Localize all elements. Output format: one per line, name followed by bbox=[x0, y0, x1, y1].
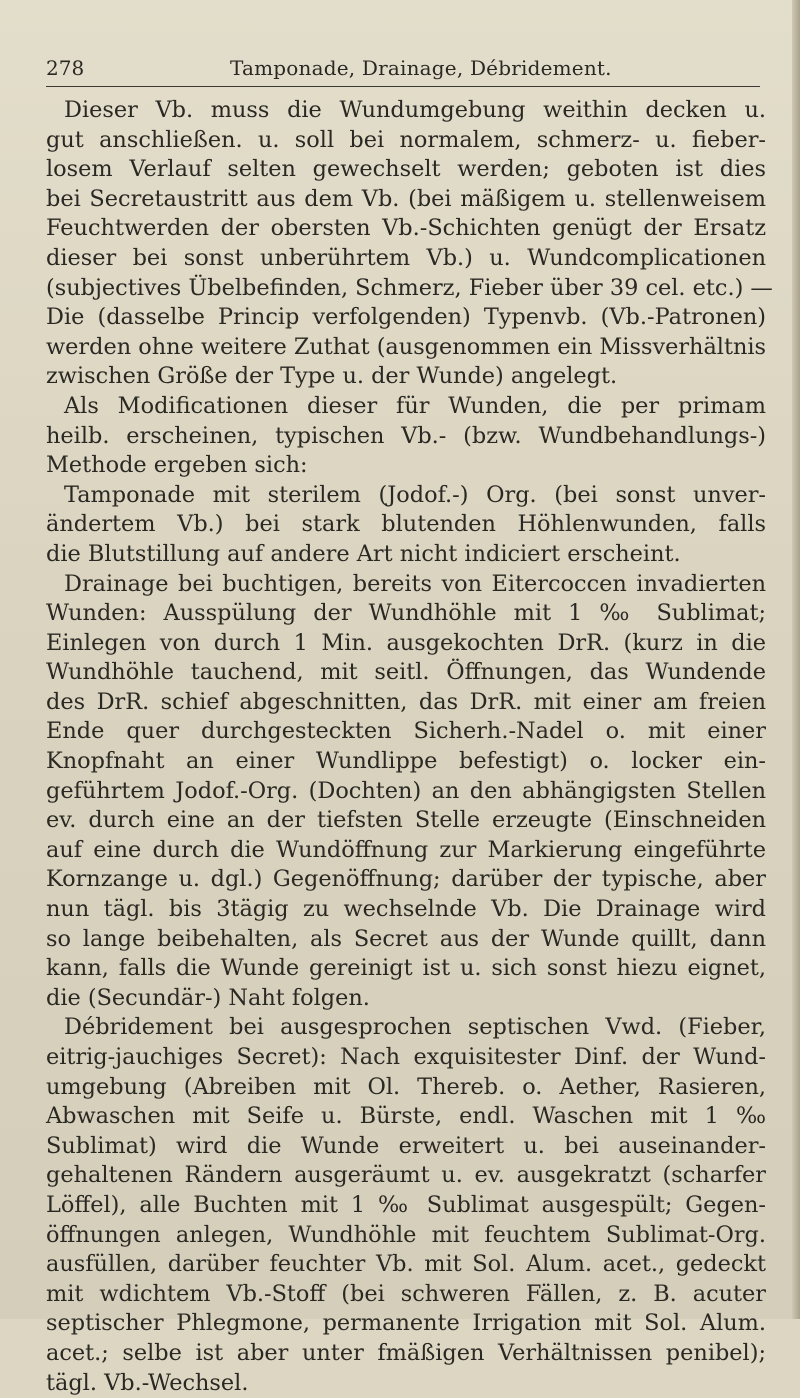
text-line: heilb. erscheinen, typischen Vb.- (bzw. Wundbehandlungs-) bbox=[46, 422, 766, 449]
text-line: Ende quer durchgesteckten Sicherh.-Nadel o. mit einer bbox=[46, 718, 766, 745]
text-line: gehaltenen Rändern ausgeräumt u. ev. ausgekratzt (scharfer bbox=[46, 1162, 766, 1189]
text-line: tägl. Vb.-Wechsel. bbox=[46, 1369, 249, 1396]
text-line: septischer Phlegmone, permanente Irrigation mit Sol. Alum. bbox=[46, 1310, 766, 1337]
text-line: Knopfnaht an einer Wundlippe befestigt) o. locker ein- bbox=[46, 748, 766, 775]
paragraph bbox=[46, 392, 766, 481]
text-line: dieser bei sonst unberührtem Vb.) u. Wundcomplicationen bbox=[46, 244, 766, 271]
running-title: Tamponade, Drainage, Débridement. bbox=[230, 56, 612, 80]
text-line: geführtem Jodof.-Org. (Dochten) an den abhängigsten Stellen bbox=[46, 777, 766, 804]
text-line: die Blutstillung auf andere Art nicht indiciert erscheint. bbox=[46, 540, 681, 567]
paragraph bbox=[46, 570, 766, 1014]
paragraph bbox=[46, 96, 773, 392]
text-line: gut anschließen. u. soll bei normalem, schmerz- u. fieber- bbox=[46, 126, 766, 153]
text-line: ändertem Vb.) bei stark blutenden Höhlenwunden, falls bbox=[46, 511, 766, 538]
text-line: Dieser Vb. muss die Wundumgebung weithin decken u. bbox=[64, 97, 766, 123]
text-line: eitrig-jauchiges Secret): Nach exquisitester Dinf. der Wund- bbox=[46, 1044, 766, 1070]
text-line: acet.; selbe ist aber unter fmäßigen Verhältnissen penibel); bbox=[46, 1339, 766, 1366]
page-number: 278 bbox=[46, 56, 85, 80]
text-line: so lange beibehalten, als Secret aus der Wunde quillt, dann bbox=[46, 925, 766, 952]
text-line: ev. durch eine an der tiefsten Stelle erzeugte (Einschneiden bbox=[46, 807, 766, 834]
body-text bbox=[46, 96, 773, 1398]
text-line: werden ohne weitere Zuthat (ausgenommen ein Missverhältnis bbox=[46, 333, 767, 360]
text-line: des DrR. schief abgeschnitten, das DrR. mit einer am freien bbox=[46, 688, 766, 715]
page-edge-shadow bbox=[792, 0, 800, 1319]
text-line: losem Verlauf selten gewechselt werden; geboten ist dies bbox=[46, 156, 766, 183]
text-line: Débridement bei ausgesprochen septischen Vwd. (Fieber, bbox=[64, 1014, 766, 1041]
text-line: umgebung (Abreiben mit Ol. Thereb. o. Aether, Rasieren, bbox=[46, 1073, 766, 1100]
text-line: Wunden: Ausspülung der Wundhöhle mit 1 ‰ Sublimat; bbox=[46, 600, 766, 627]
text-line: ausfüllen, darüber feuchter Vb. mit Sol. Alum. acet., gedeckt bbox=[46, 1251, 766, 1278]
text-line: nun tägl. bis 3tägig zu wechselnde Vb. Die Drainage wird bbox=[46, 896, 766, 923]
running-header bbox=[46, 52, 760, 87]
text-line: Feuchtwerden der obersten Vb.-Schichten genügt der Ersatz bbox=[46, 215, 766, 242]
text-line: öffnungen anlegen, Wundhöhle mit feuchtem Sublimat-Org. bbox=[46, 1221, 766, 1248]
text-line: Einlegen von durch 1 Min. ausgekochten DrR. (kurz in die bbox=[46, 629, 766, 656]
text-line: auf eine durch die Wundöffnung zur Markierung eingeführte bbox=[46, 836, 766, 863]
paragraph bbox=[46, 1013, 766, 1398]
text-line: kann, falls die Wunde gereinigt ist u. sich sonst hiezu eignet, bbox=[46, 955, 766, 982]
text-line: Sublimat) wird die Wunde erweitert u. bei auseinander- bbox=[46, 1132, 766, 1159]
text-line: Kornzange u. dgl.) Gegenöffnung; darüber der typische, aber bbox=[46, 866, 766, 893]
text-line: (subjectives Übelbefinden, Schmerz, Fieber über 39 cel. etc.) — bbox=[46, 274, 773, 301]
text-line: Tamponade mit sterilem (Jodof.-) Org. (bei sonst unver- bbox=[64, 481, 766, 508]
text-line: die (Secundär-) Naht folgen. bbox=[46, 984, 370, 1011]
text-line: Drainage bei buchtigen, bereits von Eitercoccen invadierten bbox=[64, 570, 766, 597]
text-line: Methode ergeben sich: bbox=[46, 452, 308, 479]
text-line: Als Modificationen dieser für Wunden, die per primam bbox=[64, 392, 766, 419]
text-line: zwischen Größe der Type u. der Wunde) angelegt. bbox=[46, 363, 618, 390]
text-line: Die (dasselbe Princip verfolgenden) Typenvb. (Vb.-Patronen) bbox=[46, 304, 766, 331]
text-line: Abwaschen mit Seife u. Bürste, endl. Waschen mit 1 ‰ bbox=[46, 1103, 766, 1130]
text-line: Wundhöhle tauchend, mit seitl. Öffnungen, das Wundende bbox=[46, 659, 766, 686]
text-line: Löffel), alle Buchten mit 1 ‰ Sublimat ausgespült; Gegen- bbox=[46, 1191, 766, 1218]
text-line: mit wdichtem Vb.-Stoff (bei schweren Fällen, z. B. acuter bbox=[46, 1280, 766, 1307]
paragraph bbox=[46, 481, 766, 570]
text-line: bei Secretaustritt aus dem Vb. (bei mäßigem u. stellenweisem bbox=[46, 185, 766, 212]
